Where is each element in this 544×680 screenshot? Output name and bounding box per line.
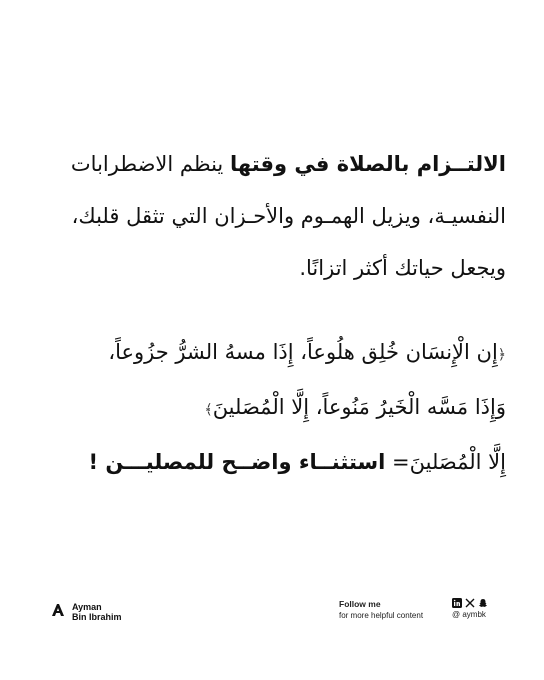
social-handle[interactable]: @ aymbk <box>452 610 486 619</box>
brand-block <box>50 602 122 622</box>
verse-line-1 <box>40 326 506 381</box>
brand-name-line2: Bin Ibrahim <box>72 612 122 622</box>
comment-normal: إِلَّا الْمُصَلينَ= <box>385 450 506 474</box>
linkedin-icon[interactable] <box>452 598 462 608</box>
intro-bold-text: الالتــزام بالصلاة في وقتها <box>229 152 506 176</box>
social-block <box>452 597 488 619</box>
snapchat-icon[interactable] <box>478 598 488 608</box>
follow-block <box>339 599 423 621</box>
close-ornament: ﴾ <box>204 402 213 418</box>
comment-line <box>40 436 506 488</box>
follow-subtitle: for more helpful content <box>339 611 424 620</box>
verse-line-2 <box>40 381 506 436</box>
intro-text: ينظم الاضطرابات النفسيـة، ويزيل الهمـوم والأحـزان التي تثقل قلبك، ويجعل حياتك أكثر اتزانًا. <box>70 152 506 280</box>
verse-block <box>40 326 506 488</box>
follow-title: Follow me <box>339 599 381 609</box>
intro-paragraph <box>40 138 506 294</box>
open-ornament: ﴿ <box>497 347 506 363</box>
brand-logo-icon <box>50 602 66 618</box>
verse-line-1-text: إِن الْإِنسَان خُلِق هلُوعاً، إِذَا مسهُ الشرُّ جزُوعاً، <box>108 340 498 364</box>
x-icon[interactable] <box>465 598 475 608</box>
comment-bold: استثنــاء واضــح للمصليـــن ! <box>88 450 386 474</box>
brand-name-line1: Ayman <box>72 602 102 612</box>
verse-line-2-text: وَإِذَا مَسَّه الْخَيرُ مَنُوعاً، إِلَّا الْمُصَلينَ <box>212 395 506 419</box>
